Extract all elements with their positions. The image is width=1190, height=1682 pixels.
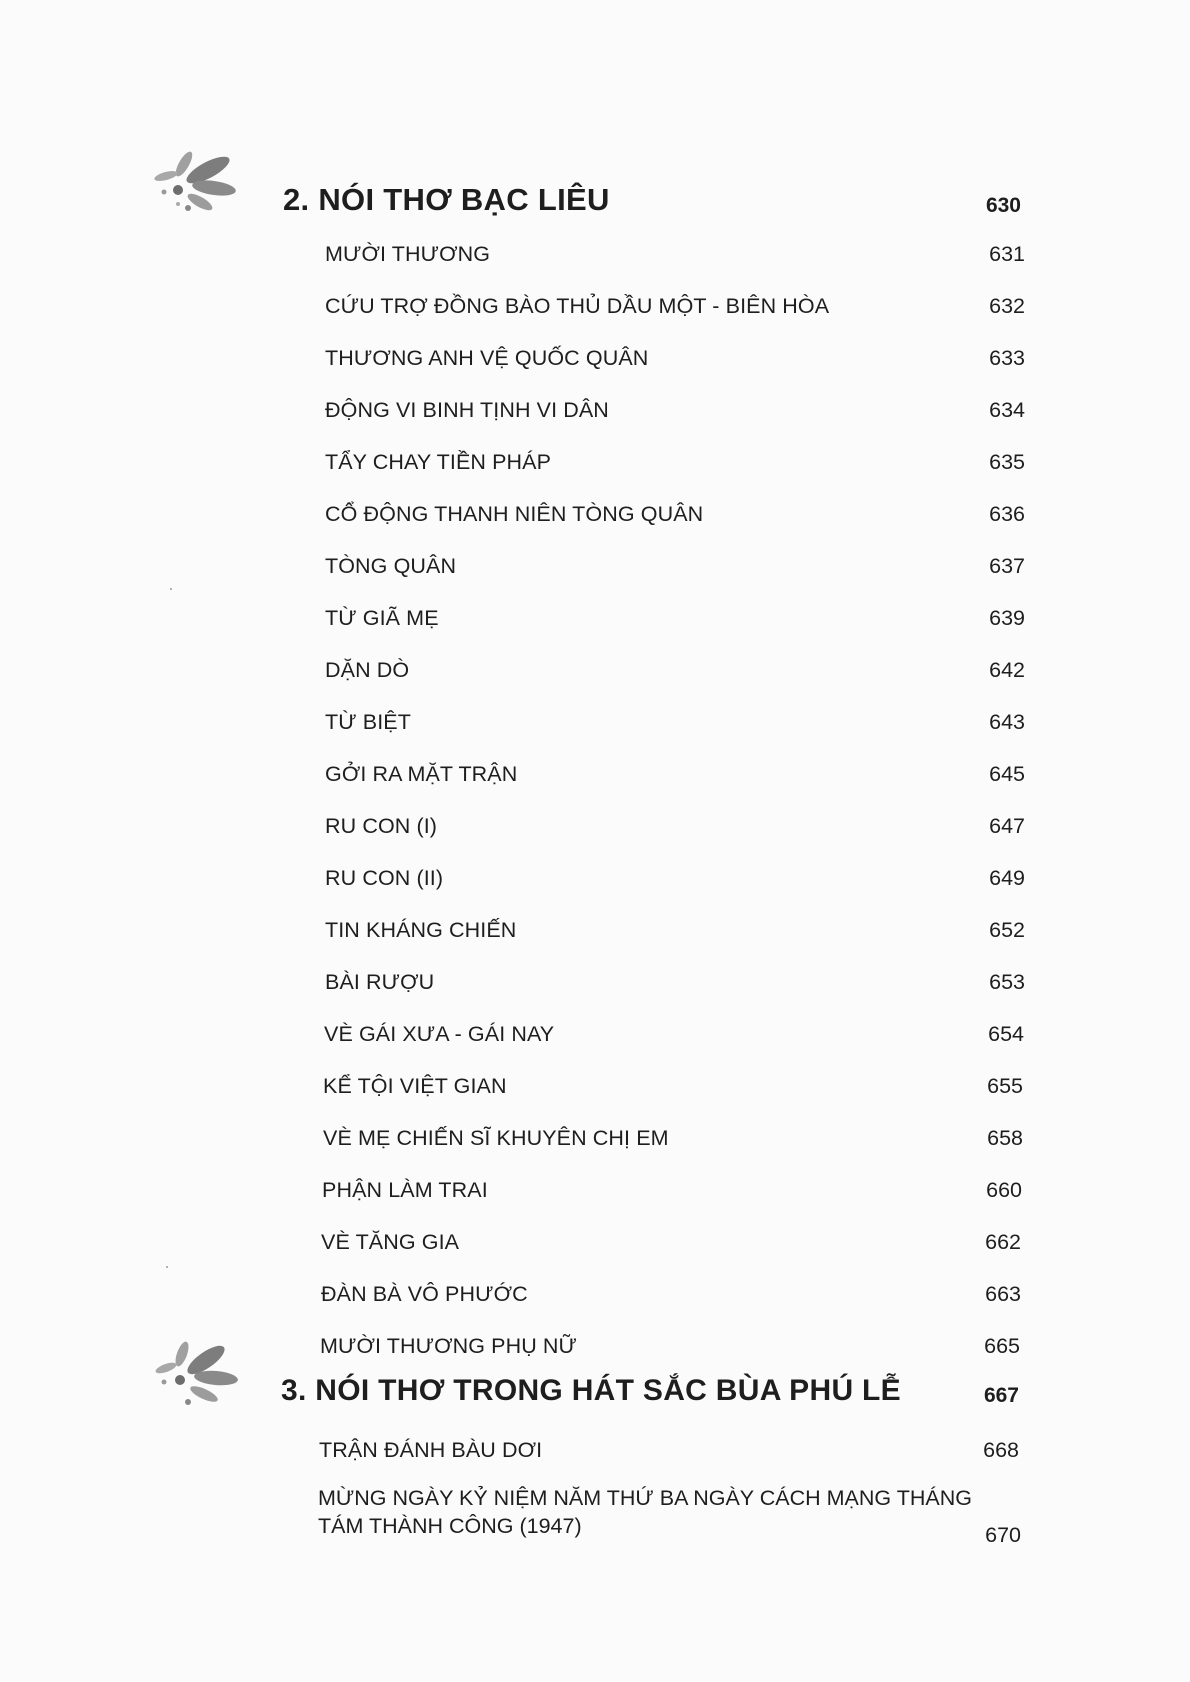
toc-entry[interactable]	[320, 1327, 1020, 1361]
entry-page-number: 634	[989, 398, 1025, 422]
leaf-ornament-icon	[150, 1338, 260, 1418]
section-title: 3. NÓI THƠ TRONG HÁT SẮC BÙA PHÚ LỄ	[281, 1374, 901, 1407]
entry-title: RU CON (I)	[325, 814, 438, 838]
entry-page-number: 635	[989, 450, 1025, 474]
entry-title: KỂ TỘI VIỆT GIAN	[323, 1074, 507, 1098]
entry-title: CỔ ĐỘNG THANH NIÊN TÒNG QUÂN	[325, 502, 704, 526]
entry-page-number: 647	[989, 814, 1025, 838]
entry-page-number: 663	[985, 1282, 1021, 1306]
entry-page-number: 643	[989, 710, 1025, 734]
toc-entry[interactable]	[325, 339, 1025, 373]
entry-title: VÈ MẸ CHIẾN SĨ KHUYÊN CHỊ EM	[323, 1126, 669, 1150]
entry-page-number: 652	[989, 918, 1025, 942]
toc-entry[interactable]	[324, 1015, 1024, 1049]
entry-page-number: 655	[987, 1074, 1023, 1098]
section-page-number: 667	[983, 1384, 1019, 1407]
entry-title: CỨU TRỢ ĐỒNG BÀO THỦ DẦU MỘT - BIÊN HÒA	[325, 294, 830, 318]
entry-title: GỞI RA MẶT TRẬN	[325, 762, 518, 786]
toc-entry[interactable]	[325, 807, 1025, 841]
entry-page-number: 668	[983, 1438, 1019, 1462]
leaf-ornament-icon	[150, 146, 260, 226]
entry-page-number: 639	[989, 606, 1025, 630]
entry-title: TỪ GIÃ MẸ	[325, 606, 439, 630]
entry-title: ĐỘNG VI BINH TỊNH VI DÂN	[325, 398, 609, 422]
entry-title: ĐÀN BÀ VÔ PHƯỚC	[321, 1282, 528, 1306]
toc-entry[interactable]	[323, 1119, 1023, 1153]
toc-entry[interactable]	[325, 391, 1025, 425]
entry-page-number: 670	[985, 1523, 1021, 1547]
toc-entry[interactable]	[323, 1067, 1023, 1101]
entry-page-number: 658	[987, 1126, 1023, 1150]
toc-entry[interactable]	[325, 547, 1025, 581]
toc-entry[interactable]	[325, 703, 1025, 737]
entry-title: VÈ TĂNG GIA	[321, 1230, 460, 1254]
speck-mark	[170, 588, 172, 590]
toc-entry[interactable]	[325, 963, 1025, 997]
entry-page-number: 654	[988, 1022, 1024, 1046]
toc-entry[interactable]	[325, 911, 1025, 945]
toc-entry[interactable]	[322, 1171, 1022, 1205]
entry-title: RU CON (II)	[325, 866, 444, 890]
entry-page-number: 653	[989, 970, 1025, 994]
entry-title: VÈ GÁI XƯA - GÁI NAY	[324, 1022, 555, 1046]
entry-title: MỪNG NGÀY KỶ NIỆM NĂM THỨ BA NGÀY CÁCH MẠNG THÁNG TÁM THÀNH CÔNG (1947)	[318, 1486, 972, 1538]
toc-entry[interactable]	[325, 287, 1025, 321]
entry-page-number: 645	[989, 762, 1025, 786]
section-page-number: 630	[985, 194, 1021, 217]
entry-page-number: 660	[986, 1178, 1022, 1202]
entry-title: MƯỜI THƯƠNG	[325, 242, 491, 266]
entry-page-number: 649	[989, 866, 1025, 890]
toc-entry[interactable]	[325, 859, 1025, 893]
entry-page-number: 642	[989, 658, 1025, 682]
entry-page-number: 636	[989, 502, 1025, 526]
entry-page-number: 632	[989, 294, 1025, 318]
entry-page-number: 662	[985, 1230, 1021, 1254]
toc-entry[interactable]	[325, 235, 1025, 269]
entry-title: THƯƠNG ANH VỆ QUỐC QUÂN	[325, 346, 649, 370]
entry-title: PHẬN LÀM TRAI	[322, 1178, 488, 1202]
entry-page-number: 665	[984, 1334, 1020, 1358]
entry-title: TÒNG QUÂN	[325, 554, 457, 578]
entry-title: BÀI RƯỢU	[325, 970, 435, 994]
entry-page-number: 637	[989, 554, 1025, 578]
entry-title: TIN KHÁNG CHIẾN	[325, 918, 517, 942]
toc-entry[interactable]	[325, 755, 1025, 789]
entry-title: TỪ BIỆT	[325, 710, 411, 734]
entry-title: TẨY CHAY TIỀN PHÁP	[325, 450, 552, 474]
section-title: 2. NÓI THƠ BẠC LIÊU	[283, 182, 610, 217]
toc-entry[interactable]	[321, 1275, 1021, 1309]
toc-entry[interactable]	[318, 1484, 1021, 1550]
toc-entry[interactable]	[325, 443, 1025, 477]
entry-page-number: 633	[989, 346, 1025, 370]
toc-entry[interactable]	[319, 1431, 1019, 1465]
toc-entry[interactable]	[325, 599, 1025, 633]
entry-title: MƯỜI THƯƠNG PHỤ NỮ	[320, 1334, 577, 1358]
section-heading[interactable]	[283, 178, 1021, 222]
entry-title: TRẬN ĐÁNH BÀU DƠI	[319, 1438, 543, 1462]
section-heading[interactable]	[281, 1368, 1019, 1412]
toc-entry[interactable]	[325, 495, 1025, 529]
speck-mark	[166, 1266, 168, 1268]
toc-entry[interactable]	[325, 651, 1025, 685]
entry-page-number: 631	[989, 242, 1025, 266]
entry-title: DẶN DÒ	[325, 658, 410, 682]
toc-entry[interactable]	[321, 1223, 1021, 1257]
